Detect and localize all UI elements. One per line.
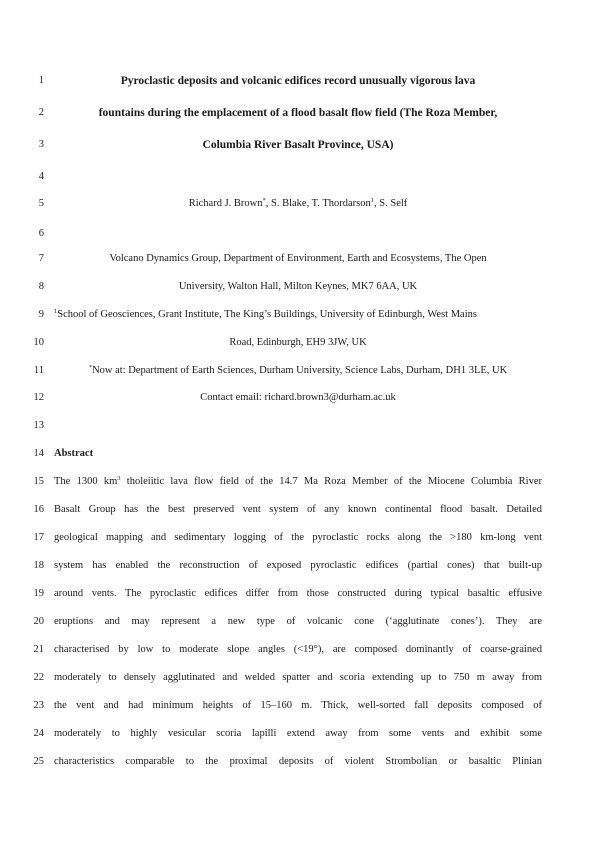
line-7 <box>0 250 595 270</box>
line-10 <box>0 334 595 354</box>
affiliation-mark: 1 <box>54 308 58 315</box>
line-number: 10 <box>33 337 44 348</box>
line-number: 12 <box>33 392 44 403</box>
abstract-line: Basalt Group has the best preserved vent system of any known continental flood basalt. Detailed <box>54 504 542 515</box>
affiliation-2-line-2: Road, Edinburgh, EH9 3JW, UK <box>229 337 367 348</box>
affiliation-mark: * <box>88 364 93 371</box>
line-19 <box>0 585 595 605</box>
line-number: 17 <box>33 532 44 543</box>
line-number: 15 <box>33 476 44 487</box>
line-23 <box>0 697 595 717</box>
line-16 <box>0 501 595 521</box>
line-number: 25 <box>33 756 44 767</box>
abstract-heading: Abstract <box>54 448 94 459</box>
line-17 <box>0 529 595 549</box>
line-1 <box>0 72 595 92</box>
abstract-line: moderately to densely agglutinated and welded spatter and scoria extending up to 750 m away from <box>54 672 542 683</box>
line-6 <box>0 225 595 245</box>
abstract-line: around vents. The pyroclastic edifices differ from those constructed during typical basaltic effusive <box>54 588 542 599</box>
abstract-line: characteristics comparable to the proximal deposits of violent Strombolian or basaltic Plinian <box>54 756 542 767</box>
line-number: 5 <box>38 198 44 209</box>
line-22 <box>0 669 595 689</box>
line-14 <box>0 445 595 465</box>
title-line-2: fountains during the emplacement of a flood basalt flow field (The Roza Member, <box>98 107 498 119</box>
author-name: , S. Blake, T. Thordarson <box>265 198 371 209</box>
author-list <box>54 197 542 211</box>
abstract-line: moderately to highly vesicular scoria lapilli extend away from some vents and exhibit some <box>54 728 542 739</box>
contact-email: Contact email: richard.brown3@durham.ac.uk <box>200 392 396 403</box>
line-number: 14 <box>33 448 44 459</box>
line-number: 9 <box>38 309 44 320</box>
author-mark: 1 <box>370 197 375 204</box>
line-number: 21 <box>33 644 44 655</box>
line-9 <box>0 306 595 326</box>
line-3 <box>0 136 595 156</box>
line-number: 18 <box>33 560 44 571</box>
author-name: , S. Self <box>374 198 408 209</box>
line-number: 16 <box>33 504 44 515</box>
line-number: 6 <box>38 228 44 239</box>
line-24 <box>0 725 595 745</box>
line-number: 23 <box>33 700 44 711</box>
line-number: 2 <box>38 107 44 118</box>
affiliation-1-line-2: University, Walton Hall, Milton Keynes, MK7 6AA, UK <box>178 281 418 292</box>
title-line-1: Pyroclastic deposits and volcanic edifices record unusually vigorous lava <box>120 75 476 87</box>
line-number: 8 <box>38 281 44 292</box>
line-18 <box>0 557 595 577</box>
line-20 <box>0 613 595 633</box>
affiliation-2-line-1: $^1$School of Geosciences, Grant Institute, The King’s Buildings, University of Edinburgh, West Mains <box>54 308 477 320</box>
line-13 <box>0 417 595 437</box>
line-number: 24 <box>33 728 44 739</box>
line-number: 4 <box>38 171 44 182</box>
abstract-line: characterised by low to moderate slope angles (<19°), are composed dominantly of coarse-grained <box>54 644 542 655</box>
affiliation-1-line-1: Volcano Dynamics Group, Department of Environment, Earth and Ecosystems, The Open <box>109 253 487 264</box>
line-21 <box>0 641 595 661</box>
abstract-line: The 1300 $km^3$ tholeiitic lava flow field of the 14.7 Ma Roza Member of the Miocene Columbia River <box>54 475 542 487</box>
line-number: 22 <box>33 672 44 683</box>
line-11 <box>0 362 595 382</box>
title-line-3: Columbia River Basalt Province, USA) <box>202 139 394 151</box>
author-name: Richard J. Brown <box>188 198 263 209</box>
affiliation-3-line-1: *Now at: Department of Earth Sciences, Durham University, Science Labs, Durham, DH1 3LE, UK <box>88 364 508 376</box>
line-number: 11 <box>33 365 44 376</box>
line-number: 13 <box>33 420 44 431</box>
superscript: 3 <box>117 475 121 482</box>
line-number: 20 <box>33 616 44 627</box>
line-15 <box>0 473 595 493</box>
line-number: 19 <box>33 588 44 599</box>
line-12 <box>0 389 595 409</box>
author-mark: * <box>262 197 266 204</box>
line-25 <box>0 753 595 773</box>
line-number: 3 <box>38 139 44 150</box>
line-4 <box>0 168 595 188</box>
line-5 <box>0 195 595 215</box>
line-number: 7 <box>38 253 44 264</box>
abstract-line: system has enabled the reconstruction of exposed pyroclastic edifices (partial cones) that built-up <box>54 560 542 571</box>
abstract-line: eruptions and may represent a new type of volcanic cone (‘agglutinate cones’). They are <box>54 616 542 627</box>
abstract-line: geological mapping and sedimentary logging of the pyroclastic rocks along the >180 km-long vent <box>54 532 542 543</box>
line-number: 1 <box>38 75 44 86</box>
line-8 <box>0 278 595 298</box>
line-2 <box>0 104 595 124</box>
abstract-line: the vent and had minimum heights of 15–160 m. Thick, well-sorted fall deposits composed of <box>54 700 542 711</box>
